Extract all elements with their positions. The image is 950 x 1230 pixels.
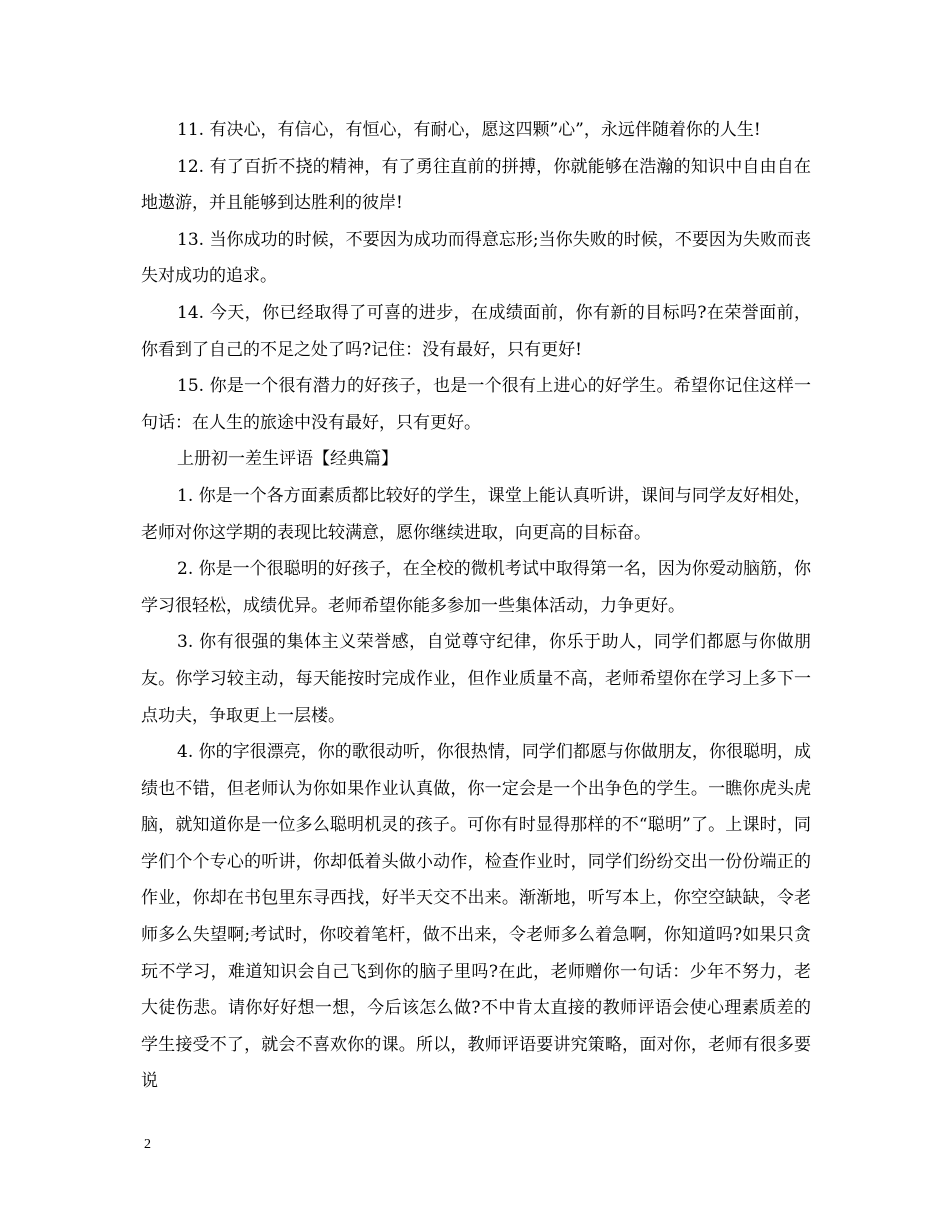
comment-paragraph-1: 1. 你是一个各方面素质都比较好的学生，课堂上能认真听讲，课间与同学友好相处，老师对你这学期的表现比较满意，愿你继续进取，向更高的目标奋。 bbox=[141, 485, 811, 543]
page-number: 2 bbox=[144, 1137, 151, 1152]
comment-paragraph-13: 13. 当你成功的时候，不要因为成功而得意忘形;当你失败的时候，不要因为失败而丧失对成功的追求。 bbox=[141, 229, 811, 287]
document-body bbox=[141, 112, 811, 1100]
section-heading: 上册初一差生评语【经典篇】 bbox=[177, 449, 398, 470]
comment-paragraph-14: 14. 今天，你已经取得了可喜的进步，在成绩面前，你有新的目标吗?在荣誉面前，你看到了自己的不足之处了吗?记住：没有最好，只有更好! bbox=[141, 302, 811, 360]
comment-paragraph-12: 12. 有了百折不挠的精神，有了勇往直前的拼搏，你就能够在浩瀚的知识中自由自在地遨游，并且能够到达胜利的彼岸! bbox=[141, 156, 811, 214]
comment-paragraph-15: 15. 你是一个很有潜力的好孩子，也是一个很有上进心的好学生。希望你记住这样一句话：在人生的旅途中没有最好，只有更好。 bbox=[141, 376, 811, 433]
comment-paragraph-11: 11. 有决心，有信心，有恒心，有耐心，愿这四颗”心”，永远伴随着你的人生! bbox=[177, 120, 761, 140]
comment-paragraph-3: 3. 你有很强的集体主义荣誉感，自觉尊守纪律，你乐于助人，同学们都愿与你做朋友。你学习较主动，每天能按时完成作业，但作业质量不高，老师希望你在学习上多下一点功夫，争取更上一层楼。 bbox=[141, 632, 811, 726]
comment-paragraph-4: 4. 你的字很漂亮，你的歌很动听，你很热情，同学们都愿与你做朋友，你很聪明，成绩也不错，但老师认为你如果作业认真做，你一定会是一个出争色的学生。一瞧你虎头虎脑，就知道你是一位多么聪明机灵的孩子。可你有时显得那样的不“聪明”了。上课时，同学们个个专心的听讲，你却低着头做小动作，检查作业时，同学们纷纷交出一份份端正的作业，你却在书包里东寻西找，好半天交不出来。渐渐地，听写本上，你空空缺缺，令老师多么失望啊;考试时，你咬着笔杆，做不出来，令老师多么着急啊，你知道吗?如果只贪玩不学习，难道知识会自己飞到你的脑子里吗?在此，老师赠你一句话：少年不努力，老大徒伤悲。请你好好想一想，今后该怎么做?不中肯太直接的教师评语会使心理素质差的学生接受不了，就会不喜欢你的课。所以，教师评语要讲究策略，面对你，老师有很多要说 bbox=[141, 742, 811, 1092]
comment-paragraph-2: 2. 你是一个很聪明的好孩子，在全校的微机考试中取得第一名，因为你爱动脑筋，你学习很轻松，成绩优异。老师希望你能多参加一些集体活动，力争更好。 bbox=[141, 559, 811, 616]
